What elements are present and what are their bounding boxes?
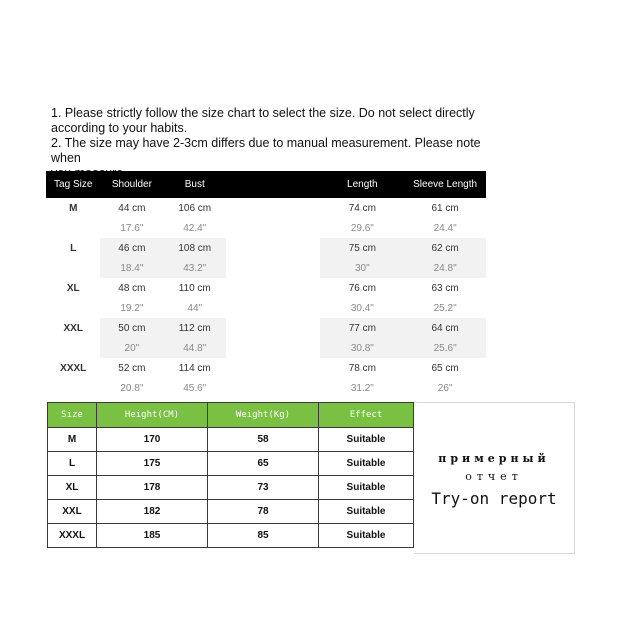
bust-inch: 44.8" xyxy=(163,338,226,358)
size-label: L xyxy=(46,238,100,258)
report-subtitle-russian: отчет xyxy=(465,470,523,483)
bust-cm: 106 cm xyxy=(178,202,212,214)
size-instructions xyxy=(51,106,491,181)
size-label: M xyxy=(46,198,100,218)
fit-row xyxy=(48,428,414,452)
fit-weight-cell: 85 xyxy=(208,524,319,548)
report-title-russian: примерный xyxy=(438,452,550,465)
fit-size-cell: M xyxy=(48,428,97,452)
sleeve-length-inch: 24.4" xyxy=(433,222,457,234)
fit-table-body xyxy=(48,428,414,548)
fit-row xyxy=(48,476,414,500)
fit-effect-cell: Suitable xyxy=(319,500,414,524)
spacer-cell xyxy=(226,238,320,258)
bust-cm: 110 cm xyxy=(178,282,211,294)
size-label: XXXL xyxy=(46,358,100,378)
fit-height-cell: 170 xyxy=(97,428,208,452)
sleeve-length-inch: 24.8" xyxy=(404,258,486,278)
shoulder-cm: 46 cm xyxy=(100,238,163,258)
size-row-inch xyxy=(46,338,486,358)
size-row-cm xyxy=(46,318,486,338)
bust-cm: 114 cm xyxy=(178,362,211,374)
size-chart-body xyxy=(46,198,486,398)
shoulder-inch: 19.2" xyxy=(120,302,144,314)
fit-effect-cell: Suitable xyxy=(319,428,414,452)
spacer-cell xyxy=(46,218,100,238)
sleeve-length-cm: 64 cm xyxy=(404,318,486,338)
length-cm: 74 cm xyxy=(348,202,376,214)
fit-row xyxy=(48,524,414,548)
size-row-inch xyxy=(46,218,486,238)
fit-row xyxy=(48,452,414,476)
shoulder-inch: 18.4" xyxy=(100,258,163,278)
length-cm: 76 cm xyxy=(348,282,376,294)
length-inch: 30.4" xyxy=(350,302,374,314)
fit-height-cell: 182 xyxy=(97,500,208,524)
size-row-cm xyxy=(46,238,486,258)
spacer-cell xyxy=(226,298,320,318)
length-inch: 29.6" xyxy=(350,222,374,234)
column-header-gap xyxy=(226,171,320,198)
spacer-cell xyxy=(226,318,320,338)
size-chart-header-row xyxy=(46,171,486,198)
instruction-line: 1. Please strictly follow the size chart to select the size. Do not select directly xyxy=(51,106,475,120)
spacer-cell xyxy=(46,338,100,358)
fit-weight-cell: 73 xyxy=(208,476,319,500)
fit-row xyxy=(48,500,414,524)
size-label: XXL xyxy=(46,318,100,338)
column-header-shoulder: Shoulder xyxy=(100,171,163,198)
shoulder-inch: 20" xyxy=(100,338,163,358)
length-inch: 30.8" xyxy=(320,338,404,358)
fit-height-cell: 175 xyxy=(97,452,208,476)
spacer-cell xyxy=(46,298,100,318)
size-row-inch xyxy=(46,378,486,398)
fit-weight-cell: 58 xyxy=(208,428,319,452)
column-header-length: Length xyxy=(320,171,404,198)
size-row-cm xyxy=(46,198,486,218)
column-header-tag-size: Tag Size xyxy=(46,171,100,198)
fit-size-cell: XXXL xyxy=(48,524,97,548)
length-cm: 77 cm xyxy=(320,318,404,338)
column-header-weight: Weight(Kg) xyxy=(208,403,319,428)
shoulder-inch: 20.8" xyxy=(120,382,144,394)
report-title-english: Try-on report xyxy=(431,489,557,508)
sleeve-length-cm: 62 cm xyxy=(404,238,486,258)
shoulder-cm: 48 cm xyxy=(118,282,146,294)
length-inch: 30" xyxy=(320,258,404,278)
length-cm: 75 cm xyxy=(320,238,404,258)
bust-cm: 112 cm xyxy=(163,318,226,338)
sleeve-length-inch: 25.6" xyxy=(404,338,486,358)
spacer-cell xyxy=(226,338,320,358)
spacer-cell xyxy=(226,378,320,398)
size-row-cm xyxy=(46,278,486,298)
fit-effect-cell: Suitable xyxy=(319,524,414,548)
size-label: XL xyxy=(46,278,100,298)
shoulder-inch: 17.6" xyxy=(120,222,144,234)
column-header-effect: Effect xyxy=(319,403,414,428)
length-inch: 31.2" xyxy=(350,382,374,394)
spacer-cell xyxy=(226,198,320,218)
try-on-report-panel xyxy=(414,402,575,554)
fit-reference-table xyxy=(47,402,414,548)
spacer-cell xyxy=(226,218,320,238)
length-cm: 78 cm xyxy=(348,362,376,374)
fit-size-cell: XL xyxy=(48,476,97,500)
column-header-sleeve-length: Sleeve Length xyxy=(404,171,486,198)
size-chart-table xyxy=(46,171,486,398)
sleeve-length-cm: 61 cm xyxy=(431,202,459,214)
size-row-inch xyxy=(46,298,486,318)
shoulder-cm: 50 cm xyxy=(100,318,163,338)
column-header-bust: Bust xyxy=(163,171,226,198)
column-header-height: Height(CM) xyxy=(97,403,208,428)
size-row-inch xyxy=(46,258,486,278)
fit-effect-cell: Suitable xyxy=(319,476,414,500)
fit-header-row xyxy=(48,403,414,428)
instruction-line: according to your habits. xyxy=(51,121,188,135)
spacer-cell xyxy=(46,378,100,398)
bust-cm: 108 cm xyxy=(163,238,226,258)
fit-effect-cell: Suitable xyxy=(319,452,414,476)
fit-weight-cell: 78 xyxy=(208,500,319,524)
size-row-cm xyxy=(46,358,486,378)
bust-inch: 43.2" xyxy=(163,258,226,278)
spacer-cell xyxy=(226,358,320,378)
sleeve-length-cm: 65 cm xyxy=(431,362,459,374)
bust-inch: 45.6" xyxy=(183,382,207,394)
sleeve-length-cm: 63 cm xyxy=(431,282,459,294)
instruction-line: 2. The size may have 2-3cm differs due to manual measurement. Please note when xyxy=(51,136,481,165)
shoulder-cm: 44 cm xyxy=(118,202,146,214)
fit-size-cell: L xyxy=(48,452,97,476)
fit-height-cell: 178 xyxy=(97,476,208,500)
fit-size-cell: XXL xyxy=(48,500,97,524)
spacer-cell xyxy=(226,278,320,298)
spacer-cell xyxy=(226,258,320,278)
bust-inch: 42.4" xyxy=(183,222,207,234)
fit-height-cell: 185 xyxy=(97,524,208,548)
bust-inch: 44" xyxy=(187,302,203,314)
column-header-size: Size xyxy=(48,403,97,428)
fit-weight-cell: 65 xyxy=(208,452,319,476)
spacer-cell xyxy=(46,258,100,278)
sleeve-length-inch: 25.2" xyxy=(433,302,457,314)
shoulder-cm: 52 cm xyxy=(118,362,146,374)
sleeve-length-inch: 26" xyxy=(437,382,453,394)
